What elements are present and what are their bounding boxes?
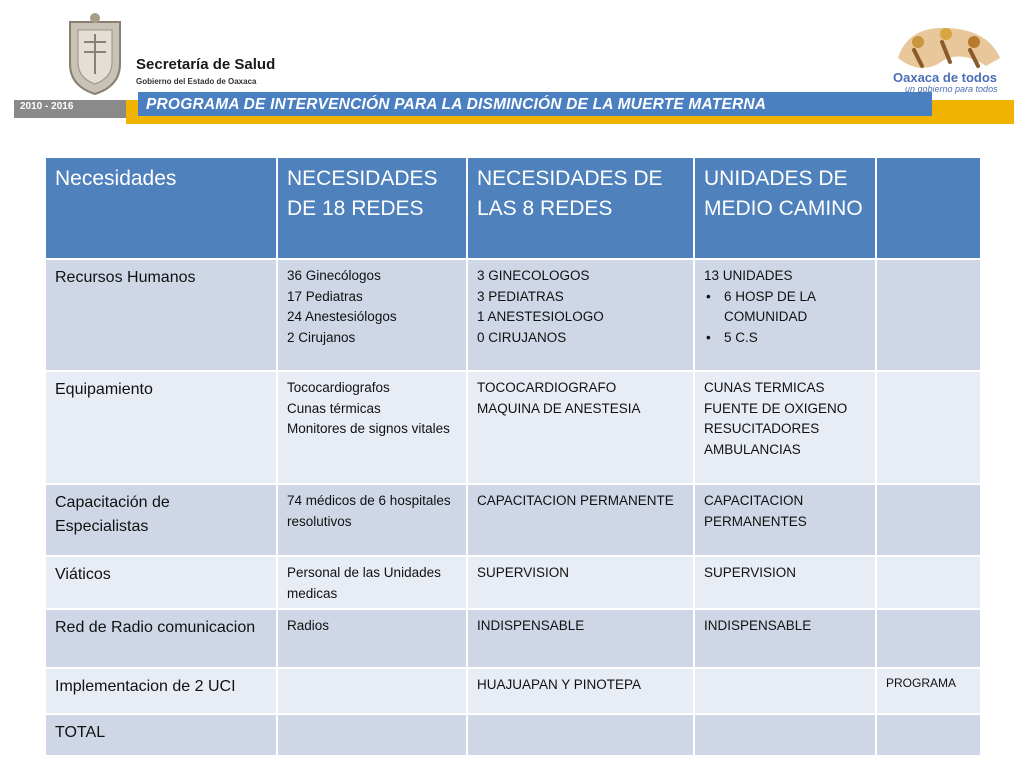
header-18-redes: NECESIDADES DE 18 REDES [277, 157, 467, 259]
medio-camino-cell [694, 371, 876, 484]
need-label: Capacitación de Especialistas [45, 484, 277, 556]
header-medio-camino: UNIDADES DE MEDIO CAMINO [694, 157, 876, 259]
cell-line: 1 ANESTESIOLOGO [477, 309, 604, 324]
need-label: Red de Radio comunicacion [45, 609, 277, 668]
need-label: Recursos Humanos [45, 259, 277, 371]
table-row [45, 484, 981, 556]
org-title: Secretaría de Salud [136, 56, 276, 73]
redes8-cell: CAPACITACION PERMANENTE [467, 484, 694, 556]
table-row [45, 371, 981, 484]
header-8-redes: NECESIDADES DE LAS 8 REDES [467, 157, 694, 259]
table-header-row [45, 157, 981, 259]
redes8-cell [467, 714, 694, 756]
cell-line: MAQUINA DE ANESTESIA [477, 400, 641, 416]
needs-table [44, 156, 982, 757]
medio-camino-cell: CAPACITACION PERMANENTES [694, 484, 876, 556]
redes18-cell: 74 médicos de 6 hospitales resolutivos [277, 484, 467, 556]
extra-cell [876, 371, 981, 484]
oaxaca-logo-text: Oaxaca de todos [893, 70, 998, 85]
cell-line: CUNAS TERMICAS [704, 380, 825, 395]
need-label: Implementacion de 2 UCI [45, 668, 277, 714]
medio-camino-cell [694, 714, 876, 756]
cell-line: 3 GINECOLOGOS [477, 268, 590, 283]
cell-line: 24 Anestesiólogos [287, 309, 397, 324]
redes18-cell: Personal de las Unidades medicas [277, 556, 467, 609]
need-label: TOTAL [45, 714, 277, 756]
redes8-cell [467, 371, 694, 484]
state-shield-icon [62, 12, 128, 96]
cell-line: RESUCITADORES [704, 421, 820, 436]
cell-line: 3 PEDIATRAS [477, 288, 564, 304]
table-row [45, 668, 981, 714]
cell-line: Cunas térmicas [287, 400, 381, 416]
table-row [45, 714, 981, 756]
bullet-list [704, 287, 866, 349]
redes18-cell: Radios [277, 609, 467, 668]
table-row [45, 259, 981, 371]
extra-cell [876, 609, 981, 668]
redes18-cell [277, 259, 467, 371]
cell-line: 17 Pediatras [287, 288, 363, 304]
medio-camino-cell [694, 259, 876, 371]
cell-line: 36 Ginecólogos [287, 268, 381, 283]
header-extra [876, 157, 981, 259]
medio-camino-cell: SUPERVISION [694, 556, 876, 609]
medio-camino-cell: INDISPENSABLE [694, 609, 876, 668]
cell-line: AMBULANCIAS [704, 441, 801, 457]
cell-line: FUENTE DE OXIGENO [704, 400, 848, 416]
redes8-cell [467, 259, 694, 371]
extra-cell [876, 556, 981, 609]
cell-line: Tococardiografos [287, 380, 390, 395]
list-item: • 6 HOSP DE LA COMUNIDAD [724, 287, 866, 328]
list-item: • 5 C.S [724, 328, 866, 349]
extra-cell [876, 714, 981, 756]
need-label: Viáticos [45, 556, 277, 609]
org-subtitle: Gobierno del Estado de Oaxaca [136, 77, 257, 86]
oaxaca-logo-subtext: un gobierno para todos [905, 84, 998, 94]
cell-line: Monitores de signos vitales [287, 421, 450, 436]
redes18-cell [277, 714, 467, 756]
redes18-cell [277, 371, 467, 484]
extra-cell: PROGRAMA [876, 668, 981, 714]
redes18-cell [277, 668, 467, 714]
extra-cell [876, 484, 981, 556]
need-label: Equipamiento [45, 371, 277, 484]
medio-camino-cell [694, 668, 876, 714]
cell-line: TOCOCARDIOGRAFO [477, 380, 617, 395]
program-banner-text: PROGRAMA DE INTERVENCIÓN PARA LA DISMINCIÓN DE LA MUERTE MATERNA [146, 96, 767, 113]
years-label: 2010 - 2016 [20, 101, 74, 112]
cell-line: 13 UNIDADES [704, 268, 793, 283]
table-row [45, 609, 981, 668]
redes8-cell: SUPERVISION [467, 556, 694, 609]
redes8-cell: INDISPENSABLE [467, 609, 694, 668]
cell-line: 0 CIRUJANOS [477, 329, 567, 345]
cell-line: 2 Cirujanos [287, 329, 356, 345]
extra-cell [876, 259, 981, 371]
table-row [45, 556, 981, 609]
header-necesidades: Necesidades [45, 157, 277, 259]
redes8-cell: HUAJUAPAN Y PINOTEPA [467, 668, 694, 714]
